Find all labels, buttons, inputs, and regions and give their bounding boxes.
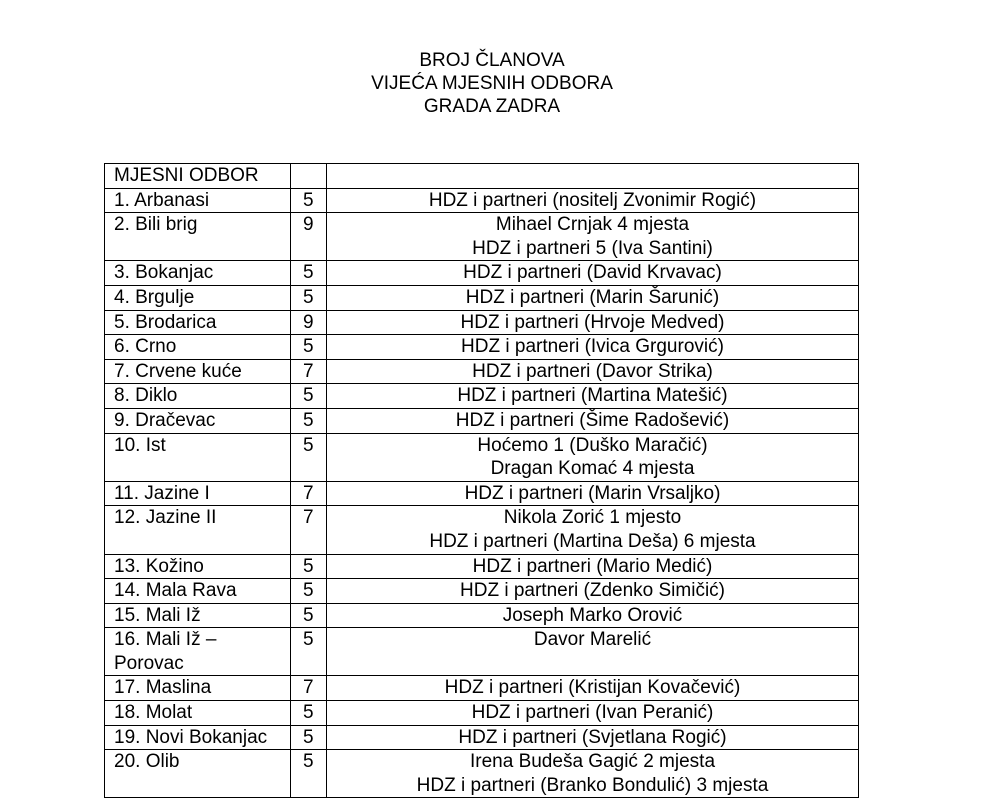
member-count-cell: 9 [291, 213, 327, 261]
table-header-row [105, 164, 859, 189]
district-name-cell [105, 359, 291, 384]
district-name: 3. Bokanjac [114, 262, 214, 284]
district-name: 15. Mali Iž [114, 604, 201, 626]
parties-cell [327, 676, 859, 701]
district-name-cell [105, 750, 291, 798]
party-entry: HDZ i partneri (Šime Radošević) [455, 409, 730, 431]
district-name-cell [105, 285, 291, 310]
district-name-cell [105, 433, 291, 481]
district-name: 9. Dračevac [114, 409, 216, 431]
member-count-cell: 5 [291, 384, 327, 409]
member-count-cell: 5 [291, 285, 327, 310]
member-count-cell: 9 [291, 310, 327, 335]
party-entry: HDZ i partneri (Marin Vrsaljko) [464, 482, 721, 504]
title-line-3: GRADA ZADRA [423, 96, 561, 117]
member-count-cell: 5 [291, 628, 327, 676]
table-row [105, 261, 859, 286]
member-count-cell: 5 [291, 725, 327, 750]
table-row [105, 481, 859, 506]
district-name: 19. Novi Bokanjac [114, 726, 268, 748]
party-entry: HDZ i partneri (Branko Bondulić) 3 mjesta [416, 774, 769, 796]
parties-cell [327, 188, 859, 213]
member-count-cell: 5 [291, 701, 327, 726]
party-entry: HDZ i partneri (Ivica Grgurović) [461, 336, 724, 358]
party-entry: HDZ i partneri (Svjetlana Rogić) [458, 726, 727, 748]
member-count-cell: 5 [291, 188, 327, 213]
party-entry: HDZ i partneri 5 (Iva Santini) [472, 237, 713, 259]
parties-cell [327, 213, 859, 261]
party-entry: HDZ i partneri (Mario Medić) [472, 555, 713, 577]
district-name-cell [105, 310, 291, 335]
parties-cell [327, 335, 859, 360]
parties-cell [327, 310, 859, 335]
parties-cell [327, 481, 859, 506]
parties-cell [327, 603, 859, 628]
table-row [105, 213, 859, 261]
district-name: 17. Maslina [114, 677, 212, 699]
parties-cell [327, 261, 859, 286]
party-entry: Joseph Marko Orović [502, 604, 683, 626]
party-entry: HDZ i partneri (Martina Matešić) [457, 385, 728, 407]
member-count-cell: 7 [291, 481, 327, 506]
title-line-2: VIJEĆA MJESNIH ODBORA [371, 73, 613, 94]
district-name-cell [105, 554, 291, 579]
district-name-cell [105, 701, 291, 726]
member-count-cell: 5 [291, 554, 327, 579]
district-name: 14. Mala Rava [114, 580, 237, 602]
table-row [105, 408, 859, 433]
council-members-table [104, 163, 859, 798]
district-name: 18. Molat [114, 702, 193, 724]
parties-cell [327, 579, 859, 604]
member-count-cell: 7 [291, 506, 327, 554]
parties-cell [327, 701, 859, 726]
table-row [105, 628, 859, 676]
parties-cell [327, 750, 859, 798]
party-entry: Dragan Komać 4 mjesta [490, 458, 695, 480]
district-name: 16. Mali Iž – [114, 629, 217, 651]
member-count-cell: 5 [291, 603, 327, 628]
district-name-cell [105, 506, 291, 554]
party-entry: HDZ i partneri (Kristijan Kovačević) [444, 677, 741, 699]
party-entry: HDZ i partneri (Martina Deša) 6 mjesta [429, 530, 756, 552]
parties-cell [327, 408, 859, 433]
party-entry: HDZ i partneri (Ivan Peranić) [471, 702, 714, 724]
member-count-cell: 5 [291, 261, 327, 286]
party-entry: Irena Budeša Gagić 2 mjesta [469, 751, 716, 773]
document-title [0, 49, 984, 118]
parties-cell [327, 506, 859, 554]
table-row [105, 359, 859, 384]
table-row [105, 285, 859, 310]
party-entry: Davor Marelić [533, 629, 652, 651]
party-entry: HDZ i partneri (David Krvavac) [463, 262, 722, 284]
member-count-cell: 5 [291, 433, 327, 481]
district-name: 5. Brodarica [114, 311, 217, 333]
district-name-cell [105, 408, 291, 433]
district-name-cell [105, 188, 291, 213]
party-entry: HDZ i partneri (Marin Šarunić) [465, 286, 720, 308]
district-name-cell [105, 579, 291, 604]
table-row [105, 335, 859, 360]
table-row [105, 579, 859, 604]
party-entry: Hoćemo 1 (Duško Maračić) [477, 434, 708, 456]
member-count-cell: 5 [291, 750, 327, 798]
district-name-cell [105, 384, 291, 409]
district-name: 7. Crvene kuće [114, 360, 242, 382]
district-name-cell [105, 335, 291, 360]
table-row [105, 750, 859, 798]
party-entry: HDZ i partneri (Hrvoje Medved) [460, 311, 725, 333]
party-entry: HDZ i partneri (Zdenko Simičić) [460, 580, 725, 602]
district-name-cell [105, 676, 291, 701]
table-row [105, 310, 859, 335]
district-name-cell [105, 261, 291, 286]
district-name-continued: Porovac [114, 652, 184, 674]
member-count-cell: 7 [291, 359, 327, 384]
member-count-cell: 5 [291, 335, 327, 360]
district-name-cell [105, 603, 291, 628]
table-row [105, 554, 859, 579]
member-count-cell: 5 [291, 579, 327, 604]
district-name-cell [105, 481, 291, 506]
district-name: 20. Olib [114, 751, 180, 773]
parties-cell [327, 725, 859, 750]
district-name: 13. Kožino [114, 555, 204, 577]
table-row [105, 506, 859, 554]
table-row [105, 188, 859, 213]
member-count-cell: 5 [291, 408, 327, 433]
district-name-cell [105, 628, 291, 676]
party-entry: Nikola Zorić 1 mjesto [503, 507, 682, 529]
district-name: 11. Jazine I [114, 482, 210, 504]
header-count-cell [291, 164, 327, 189]
parties-cell [327, 628, 859, 676]
parties-cell [327, 433, 859, 481]
member-count-cell: 7 [291, 676, 327, 701]
district-name: 4. Brgulje [114, 286, 195, 308]
table-row [105, 433, 859, 481]
district-name-cell [105, 725, 291, 750]
parties-cell [327, 554, 859, 579]
party-entry: Mihael Crnjak 4 mjesta [495, 214, 690, 236]
district-name: 2. Bili brig [114, 214, 198, 236]
parties-cell [327, 384, 859, 409]
district-name: 10. Ist [114, 434, 166, 456]
header-name-cell: MJESNI ODBOR [105, 164, 291, 189]
district-name: 12. Jazine II [114, 507, 217, 529]
header-parties-cell [327, 164, 859, 189]
party-entry: HDZ i partneri (Davor Strika) [472, 360, 713, 382]
district-name: 1. Arbanasi [114, 189, 210, 211]
table-row [105, 701, 859, 726]
party-entry: HDZ i partneri (nositelj Zvonimir Rogić) [428, 189, 757, 211]
table-row [105, 676, 859, 701]
table-row [105, 725, 859, 750]
parties-cell [327, 285, 859, 310]
district-name: 8. Diklo [114, 385, 178, 407]
table-row [105, 384, 859, 409]
title-line-1: BROJ ČLANOVA [419, 50, 565, 71]
district-name: 6. Crno [114, 336, 177, 358]
parties-cell [327, 359, 859, 384]
table-row [105, 603, 859, 628]
district-name-cell [105, 213, 291, 261]
